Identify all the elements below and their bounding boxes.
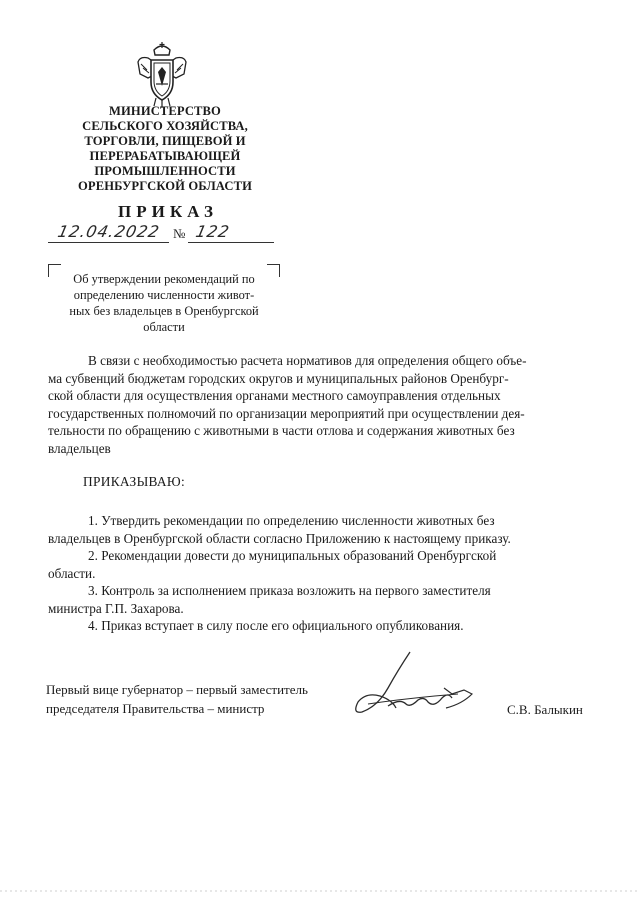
subject-line: Об утверждении рекомендаций по bbox=[73, 272, 255, 286]
coat-of-arms-icon bbox=[134, 40, 190, 110]
ministry-name bbox=[70, 104, 260, 194]
preamble-line: ма субвенций бюджетам городских округов и муниципальных районов Оренбург- bbox=[48, 370, 509, 386]
item-line: 1. Утвердить рекомендации по определению численности животных без bbox=[88, 513, 495, 528]
position-line: Первый вице губернатор – первый заместитель bbox=[46, 682, 308, 697]
handwritten-signature-icon bbox=[348, 648, 478, 728]
scan-edge-line bbox=[0, 889, 639, 893]
subject-line: определению численности живот- bbox=[73, 288, 255, 302]
preamble-line: ской области для осуществления органами местного самоуправления отдельных bbox=[48, 388, 501, 403]
ministry-line: МИНИСТЕРСТВО bbox=[109, 104, 221, 118]
subject-line: области bbox=[143, 320, 185, 334]
order-directive: ПРИКАЗЫВАЮ: bbox=[83, 474, 185, 489]
order-number: 122 bbox=[193, 222, 232, 241]
ministry-line: ПРОМЫШЛЕННОСТИ bbox=[94, 164, 236, 178]
signatory-name: С.В. Балыкин bbox=[507, 702, 583, 717]
date-number-line bbox=[48, 222, 278, 246]
item-line: министра Г.П. Захарова. bbox=[48, 600, 184, 616]
item-line: 3. Контроль за исполнением приказа возложить на первого заместителя bbox=[88, 583, 491, 598]
preamble-line: В связи с необходимостью расчета нормативов для определения общего объе- bbox=[88, 353, 527, 368]
date-underline bbox=[48, 242, 169, 243]
subject-line: ных без владельцев в Оренбургской bbox=[69, 304, 259, 318]
item-line: владельцев в Оренбургской области согласно Приложению к настоящему приказу. bbox=[48, 530, 511, 546]
order-date: 12.04.2022 bbox=[55, 222, 162, 241]
item-line: 4. Приказ вступает в силу после его официального опубликования. bbox=[88, 618, 464, 633]
position-line: председателя Правительства – министр bbox=[46, 701, 265, 716]
document-type: ПРИКАЗ bbox=[118, 202, 218, 221]
number-sign: № bbox=[173, 226, 186, 241]
signatory-position bbox=[46, 680, 308, 718]
number-underline bbox=[188, 242, 274, 243]
subject-text bbox=[58, 271, 270, 335]
order-items bbox=[48, 512, 598, 635]
ministry-line: ОРЕНБУРГСКОЙ ОБЛАСТИ bbox=[78, 179, 252, 193]
item-line: области. bbox=[48, 565, 96, 581]
ministry-line: СЕЛЬСКОГО ХОЗЯЙСТВА, bbox=[82, 119, 248, 133]
item-line: 2. Рекомендации довести до муниципальных образований Оренбургской bbox=[88, 548, 497, 563]
ministry-line: ТОРГОВЛИ, ПИЩЕВОЙ И bbox=[84, 134, 246, 148]
preamble-line: владельцев bbox=[48, 440, 111, 456]
preamble bbox=[48, 352, 598, 457]
subject-block bbox=[48, 264, 280, 334]
preamble-line: государственных полномочий по организации мероприятий при осуществлении дея- bbox=[48, 405, 525, 421]
preamble-line: тельности по обращению с животными в части отлова и содержания животных без bbox=[48, 423, 515, 438]
ministry-line: ПЕРЕРАБАТЫВАЮЩЕЙ bbox=[89, 149, 241, 163]
